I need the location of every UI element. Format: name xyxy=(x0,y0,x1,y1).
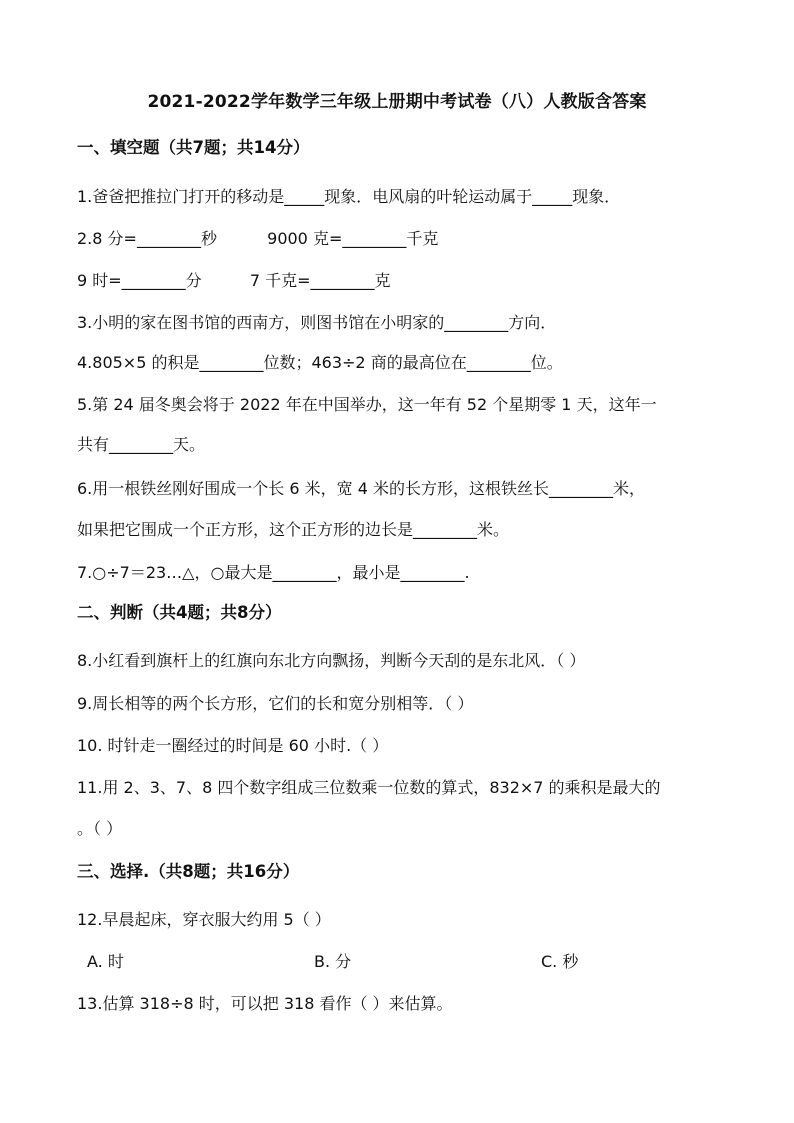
section-heading-fill-blank: 一、填空题（共7题；共14分） xyxy=(77,138,310,157)
section-heading-judgement: 二、判断（共4题；共8分） xyxy=(77,603,282,622)
section-heading-choice: 三、选择.（共8题；共16分） xyxy=(77,862,300,881)
question-9: 9.周长相等的两个长方形，它们的长和宽分别相等．（ ） xyxy=(77,694,474,713)
question-12-option-a: A. 时 xyxy=(87,952,124,971)
question-5-line-2: 共有________天。 xyxy=(77,435,206,454)
question-12-option-b: B. 分 xyxy=(314,952,352,971)
question-2c: 9 时=________分 xyxy=(77,271,202,290)
question-4: 4.805×5 的积是________位数；463÷2 商的最高位在________位。 xyxy=(77,353,563,372)
question-12-option-c: C. 秒 xyxy=(541,952,579,971)
question-2b: 9000 克=________千克 xyxy=(267,229,439,248)
question-11-line-2: 。（ ） xyxy=(77,819,123,838)
question-8: 8.小红看到旗杆上的红旗向东北方向飘扬，判断今天刮的是东北风．（ ） xyxy=(77,651,586,670)
question-13: 13.估算 318÷8 时，可以把 318 看作（ ）来估算。 xyxy=(77,994,453,1013)
question-7: 7.○÷7＝23…△，○最大是________，最小是________. xyxy=(77,563,470,582)
question-2-row-2 xyxy=(77,270,391,292)
question-5-line-1: 5.第 24 届冬奥会将于 2022 年在中国举办，这一年有 52 个星期零 1 天，这年一 xyxy=(77,395,657,414)
question-2a: 2.8 分=________秒 xyxy=(77,229,217,248)
page-title: 2021-2022学年数学三年级上册期中考试卷（八）人教版含答案 xyxy=(147,92,647,112)
question-2d: 7 千克=________克 xyxy=(249,271,391,290)
question-1: 1.爸爸把推拉门打开的移动是_____现象．电风扇的叶轮运动属于_____现象． xyxy=(77,187,621,206)
question-6-line-1: 6.用一根铁丝刚好围成一个长 6 米，宽 4 米的长方形，这根铁丝长________米， xyxy=(77,479,645,498)
question-6-line-2: 如果把它围成一个正方形，这个正方形的边长是________米。 xyxy=(77,520,510,539)
question-12: 12.早晨起床，穿衣服大约用 5（ ） xyxy=(77,910,331,929)
question-2-row-1 xyxy=(77,228,438,250)
question-3: 3.小明的家在图书馆的西南方，则图书馆在小明家的________方向． xyxy=(77,313,557,332)
question-10: 10. 时针走一圈经过的时间是 60 小时.（ ） xyxy=(77,736,389,755)
question-11-line-1: 11.用 2、3、7、8 四个数字组成三位数乘一位数的算式，832×7 的乘积是最大的 xyxy=(77,778,661,797)
